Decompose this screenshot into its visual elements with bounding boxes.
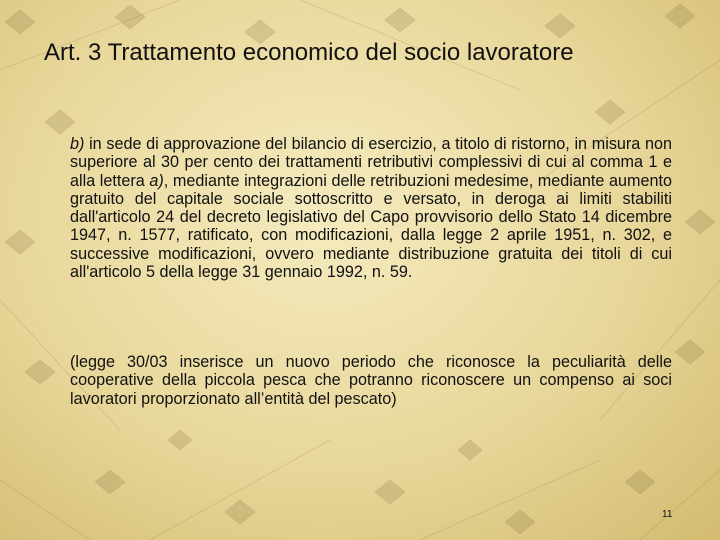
page-number: 11 xyxy=(662,509,673,520)
paragraph-text-part1: in sede di approvazione del bilancio di esercizio, a titolo di ristorno, in misura non superiore al 30 per cento dei trattamenti retributivi complessivi di cui al comma 1 e alla lettera xyxy=(70,135,672,190)
paragraph-note-legge-30-03: (legge 30/03 inserisce un nuovo periodo che riconosce la peculiarità delle cooperative della piccola pesca che potranno riconoscere un compenso ai soci lavoratori proporzionato all’entità del pescato) xyxy=(70,353,672,408)
paragraph-lettera-b xyxy=(70,135,672,281)
paragraph-italic-reference: a) xyxy=(149,171,164,190)
paragraph-prefix: b) xyxy=(70,135,85,153)
slide-title: Art. 3 Trattamento economico del socio lavoratore xyxy=(44,39,574,66)
paragraph-text-part2: , mediante integrazioni delle retribuzioni medesime, mediante aumento gratuito del capitale sociale sottoscritto e versato, in deroga ai limiti stabiliti dall'articolo 24 del decreto legislativo del Capo provvisorio dello Stato 14 dicembre 1947, n. 1577, ratificato, con modificazioni, dalla legge 2 aprile 1951, n. 302, e successive modificazioni, ovvero mediante distribuzione gratuita dei titoli di cui all'articolo 5 della legge 31 gennaio 1992, n. 59. xyxy=(70,171,672,282)
